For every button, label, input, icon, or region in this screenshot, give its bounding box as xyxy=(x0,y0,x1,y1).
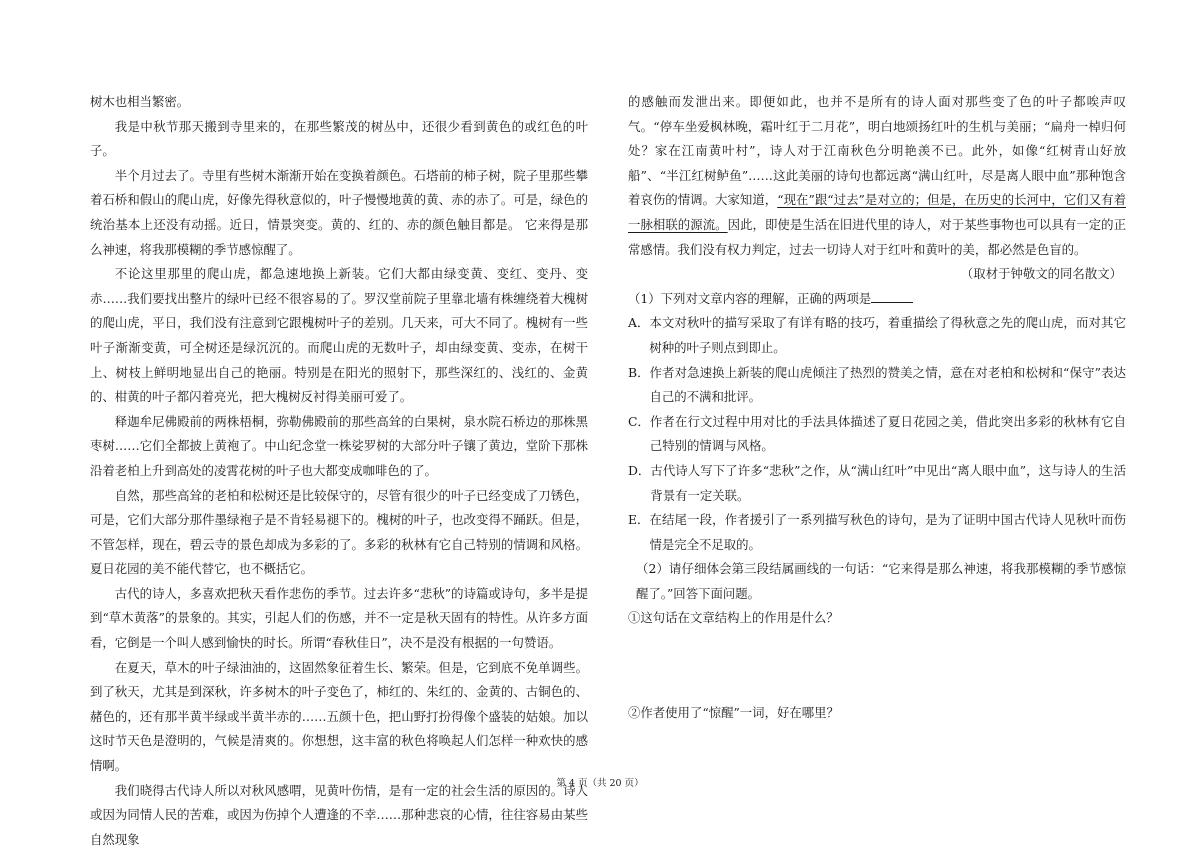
paragraph: 我是中秋节那天搬到寺里来的，在那些繁茂的树丛中，还很少看到黄色的或红色的叶子。 xyxy=(90,118,588,159)
left-column xyxy=(90,90,588,852)
paragraph: 自然，那些高耸的老柏和松树还是比较保守的，尽管有很少的叶子已经变成了刀锈色，可是，它们大部分那件墨绿袍子是不肯轻易褪下的。槐树的叶子，也改变得不踊跃。但是，不管怎样，现在，碧云寺的景色却成为多彩的了。多彩的秋林有它自己特别的情调和风格。夏日花园的美不能代替它，也不概括它。 xyxy=(90,487,588,577)
paragraph: 古代的诗人，多喜欢把秋天看作悲伤的季节。过去许多“悲秋”的诗篇或诗句，多半是提到“草木黄落”的景象的。其实，引起人们的伤感，并不一定是秋天固有的特性。从许多方面看，它倒是一个叫人感到愉快的时长。所谓“春秋佳日”，决不是没有根据的一句赞语。 xyxy=(90,585,588,651)
option-label: A． xyxy=(628,315,650,331)
option-label: E． xyxy=(628,512,650,528)
answer-blank[interactable] xyxy=(871,290,913,303)
paragraph-text: 的感触而发泄出来。即便如此，也并不是所有的诗人面对那些变了色的叶子都唉声叹气。“停车坐爱枫林晚，霜叶红于二月花”，明白地颂扬红叶的生机与美丽；“扁舟一棹归何处？家在江南黄叶村”，诗人对于江南秋色分明艳羡不已。此外，如像“红树青山好放船”、“半江红树鲈鱼”……这此美丽的诗句也都远离“满山红叶，尽是离人眼中血”那种饱含着哀伤的情调。大家知道， xyxy=(628,94,1126,208)
paragraph: 在夏天，草木的叶子绿油油的，这固然象征着生长、繁荣。但是，它到底不免单调些。到了秋天，尤其是到深秋，许多树木的叶子变色了，柿红的、朱红的、金黄的、古铜色的、赭色的，还有那半黄半绿或半黄半赤的……五颜十色，把山野打扮得像个盛装的姑娘。加以这时节天色是澄明的，气候是清爽的。你想想，这丰富的秋色将唤起人们怎样一种欢快的感情啊。 xyxy=(90,659,588,774)
paragraph: 半个月过去了。寺里有些树木渐渐开始在变换着颜色。石塔前的柿子树，院子里那些攀着石桥和假山的爬山虎，好像先得秋意似的，叶子慢慢地黄的黄、赤的赤了。可是，绿色的统治基本上还没有动摇。近日，情景突变。黄的、红的、赤的颜色触目都是。 它来得是那么神速，将我那模糊的季节感惊醒了。 xyxy=(90,167,588,257)
source-note: （取材于钟敬文的同名散文） xyxy=(960,266,1122,282)
page-number: 第 4 页（共 20 页） xyxy=(556,778,644,789)
question-1 xyxy=(628,287,1126,312)
sub-question-1: ①这句话在文章结构上的作用是什么？ xyxy=(628,610,839,626)
option-text: 本文对秋叶的描写采取了有详有略的技巧，着重描绘了得秋意之先的爬山虎，而对其它树种的叶子则点到即止。 xyxy=(649,315,1126,355)
answer-space[interactable] xyxy=(628,631,1126,701)
option-label: C． xyxy=(628,413,650,429)
option-text: 古代诗人写下了许多“悲秋”之作，从“满山红叶”中见出“离人眼中血”，这与诗人的生活背景有一定关联。 xyxy=(650,462,1126,503)
option-label: D． xyxy=(628,462,651,478)
option-label: B． xyxy=(628,364,650,380)
option-e xyxy=(628,508,1126,557)
question-text: （1）下列对文章内容的理解，正确的两项是 xyxy=(628,290,872,306)
option-b xyxy=(628,361,1126,410)
question-2: （2）请仔细体会第三段结属画线的一句话：“它来得是那么神速，将我那模糊的季节感惊醒了。”回答下面问题。 xyxy=(636,561,1126,601)
paragraph: 树木也相当繁密。 xyxy=(90,94,190,109)
option-text: 作者对急速换上新装的爬山虎倾注了热烈的赞美之情，意在对老柏和松树和“保守”表达自己的不满和批评。 xyxy=(649,364,1126,405)
option-text: 在结尾一段，作者援引了一系列描写秋色的诗句，是为了证明中国古代诗人见秋叶而伤情是完全不足取的。 xyxy=(649,512,1126,552)
right-column xyxy=(628,90,1126,726)
paragraph xyxy=(628,90,1126,262)
sub-question-2: ②作者使用了“惊醒”一词，好在哪里？ xyxy=(628,705,839,721)
underlined-sentence: “现在”跟“过去”是对立的；但是，在历史的长河中，它们又有着一脉相联的源流。 xyxy=(628,192,1126,232)
paragraph: 释迦牟尼佛殿前的两株梧桐，弥勒佛殿前的那些高耸的白果树，泉水院石桥边的那株黑枣树……它们全都披上黄袍了。中山纪念堂一株娑罗树的大部分叶子镶了黄边，堂阶下那株沿着老柏上升到高处的凌霄花树的叶子也大都变成咖啡色的了。 xyxy=(90,413,588,478)
option-text: 作者在行文过程中用对比的手法具体描述了夏日花园之美，借此突出多彩的秋林有它自己特别的情调与风格。 xyxy=(649,413,1126,454)
option-a xyxy=(628,311,1126,360)
option-d xyxy=(628,459,1126,508)
paragraph: 不论这里那里的爬山虎，都急速地换上新装。它们大都由绿变黄、变红、变丹、变赤……我们要找出整片的绿叶已经不很容易的了。罗汉堂前院子里靠北墙有株缠绕着大槐树的爬山虎，平日，我们没有注意到它跟槐树叶子的差别。几天来，可大不同了。槐树有一些叶子渐渐变黄，可全树还是绿沉沉的。而爬山虎的无数叶子，却由绿变黄、变赤，在树干上、树枝上鲜明地显出自己的艳丽。特别是在阳光的照射下，那些深红的、浅红的、金黄的、柑黄的叶子都闪着亮光，把大槐树反衬得美丽可爱了。 xyxy=(90,266,588,405)
paragraph: 我们晓得古代诗人所以对秋风感喟，见黄叶伤情，是有一定的社会生活的原因的。诗人或因为同情人民的苦难，或因为伤掉个人遭逢的不幸……那种悲哀的心情，往往容易由某些自然现象 xyxy=(90,782,588,847)
option-c xyxy=(628,410,1126,459)
paragraph-text: 因此，即使是生活在旧进代里的诗人，对于某些事物也可以具有一定的正常感情。我们没有权力判定，过去一切诗人对于红叶和黄叶的美，都必然是色盲的。 xyxy=(628,216,1127,257)
